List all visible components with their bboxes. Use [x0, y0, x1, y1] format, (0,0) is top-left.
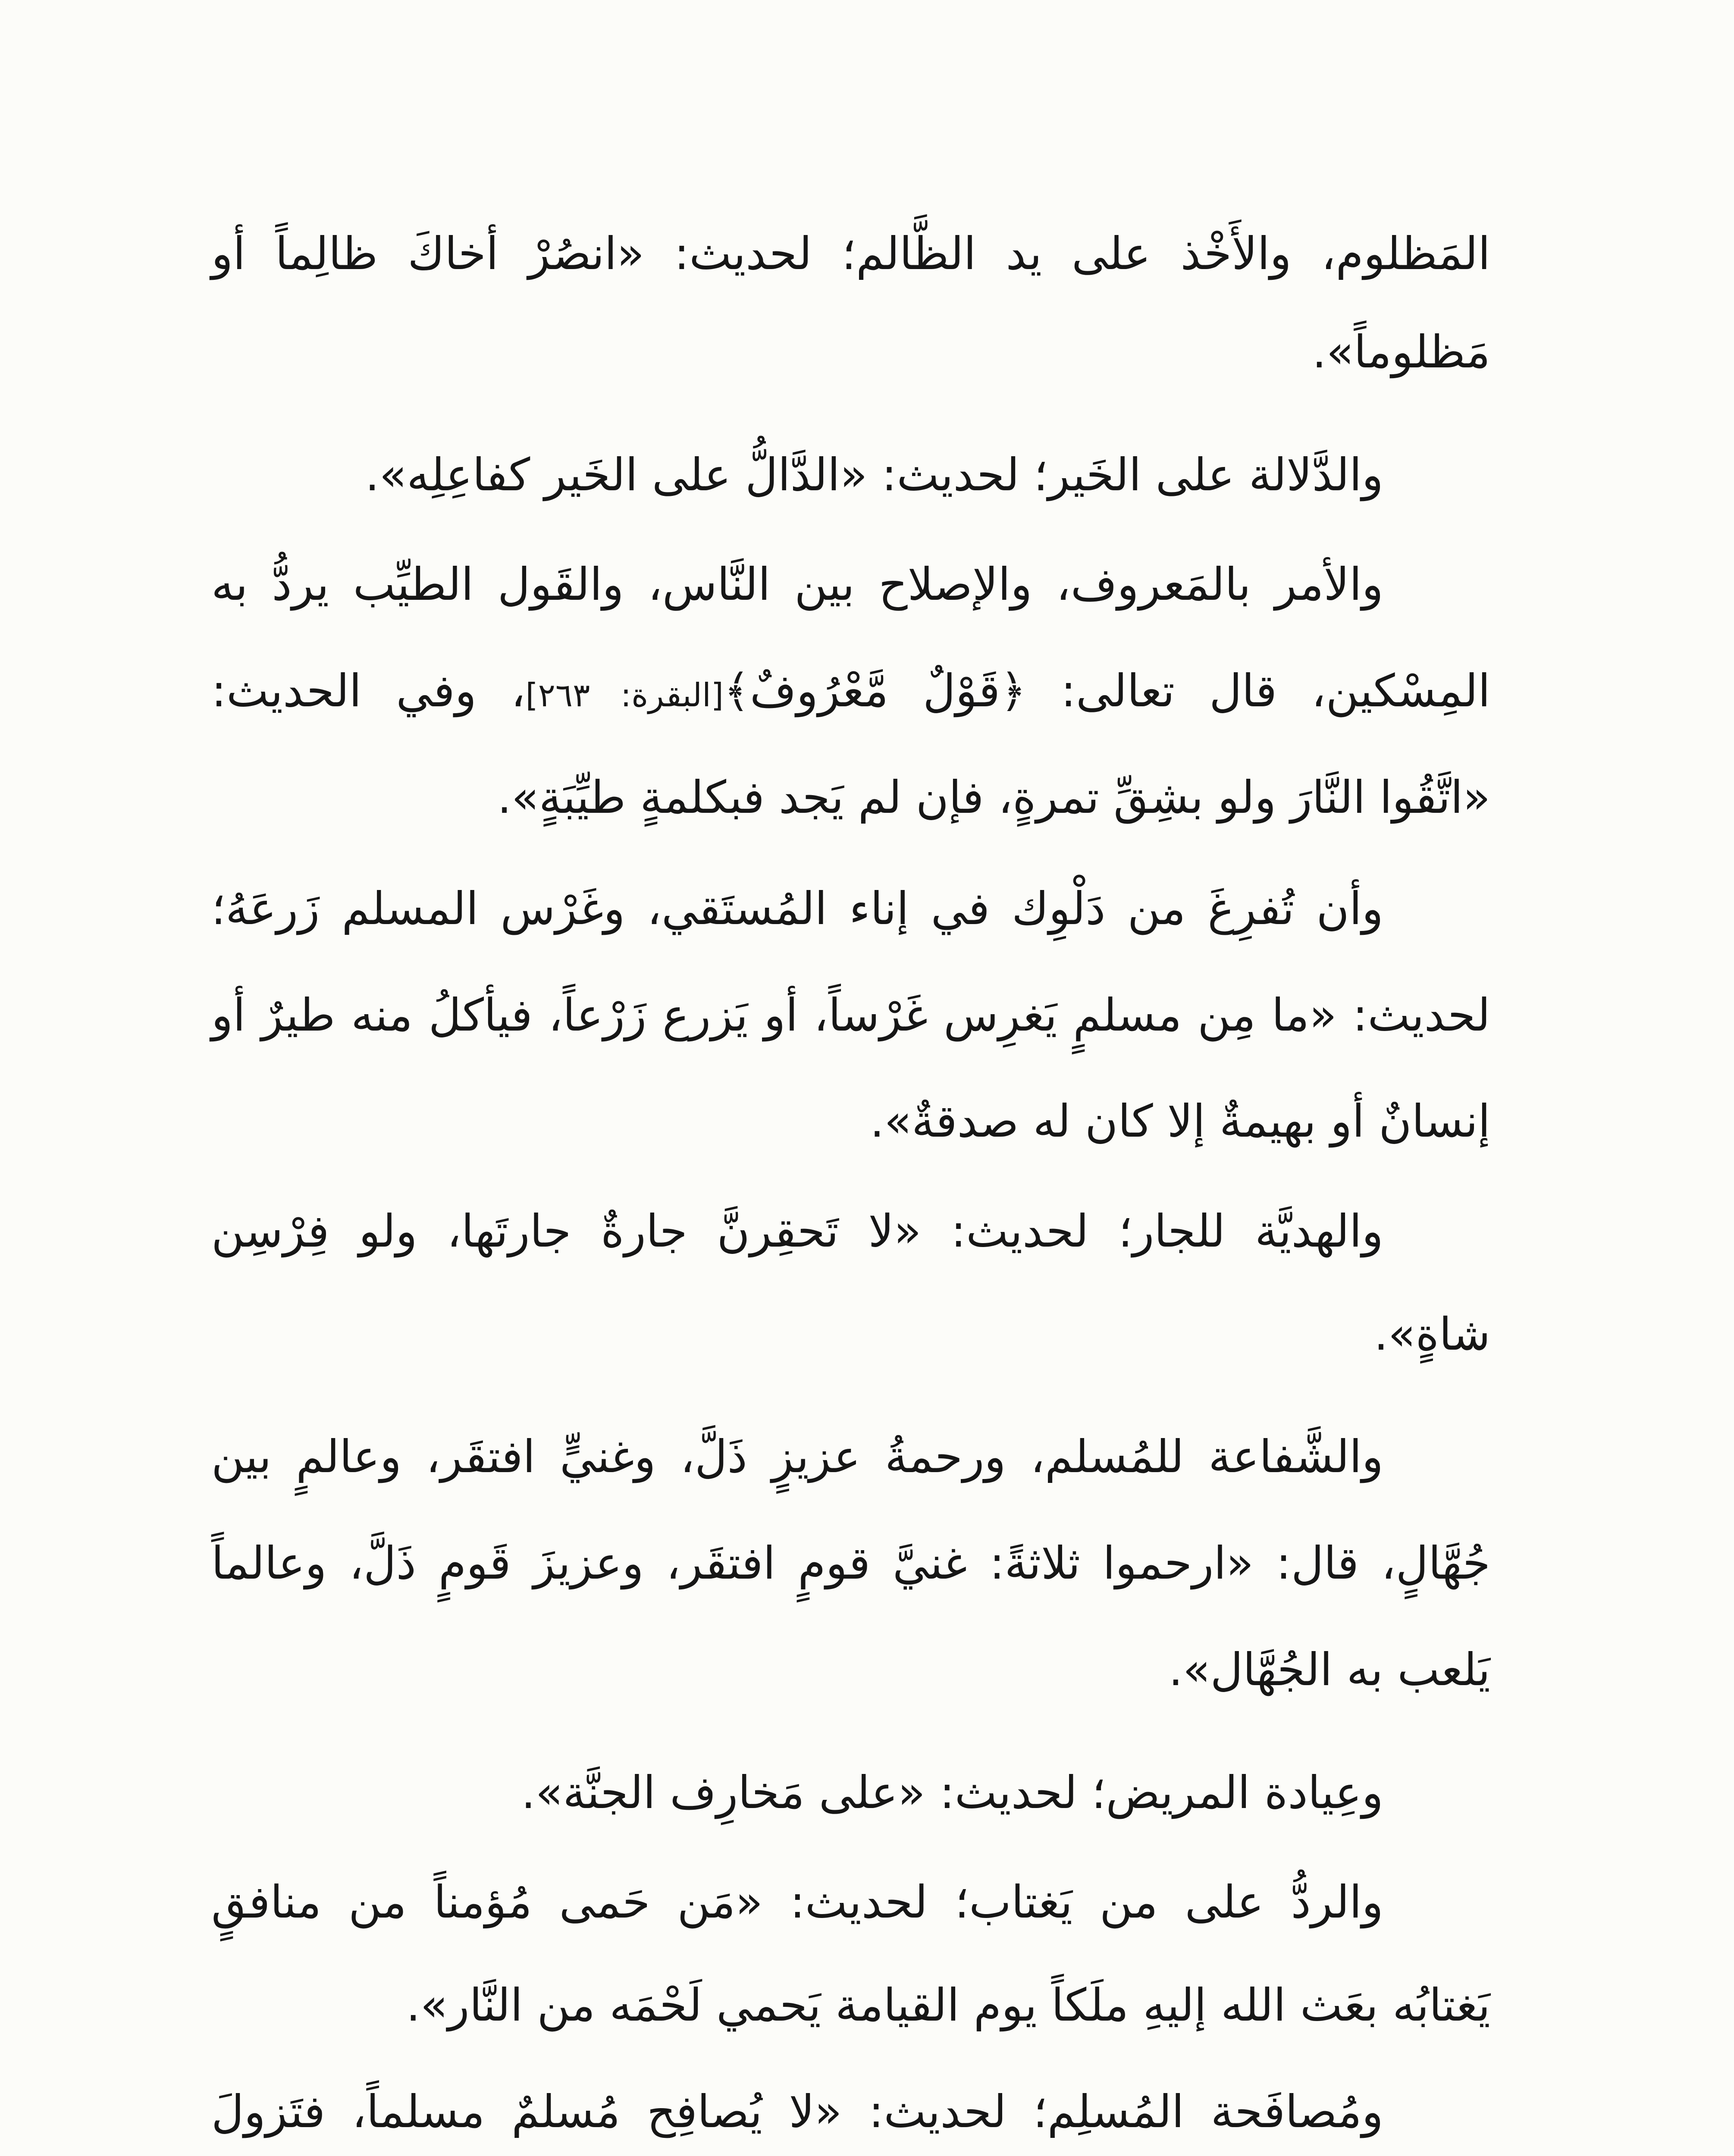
text-line	[211, 541, 1383, 627]
text-line	[211, 1749, 1383, 1836]
text-line	[211, 1520, 1490, 1606]
text-line	[211, 1626, 1490, 1713]
text-line	[211, 1078, 1490, 1164]
line-text-segment: المِسْكين، قال تعالى:	[1060, 664, 1491, 717]
text-line	[211, 648, 1490, 734]
line-text: والردُّ على من يَغتاب؛ لحديث: «مَن حَمى مُؤمناً من منافقٍ	[211, 1876, 1383, 1928]
line-text: وأن تُفرِغَ من دَلْوِك في إناء المُستَقي، وغَرْس المسلم زَرعَهُ؛	[211, 882, 1383, 935]
text-line	[211, 972, 1490, 1058]
text-line	[211, 1291, 1490, 1377]
text-line	[211, 1413, 1383, 1500]
line-text: والشَّفاعة للمُسلم، ورحمةُ عزيزٍ ذَلَّ، وغنيٍّ افتقَر، وعالمٍ بين	[211, 1430, 1383, 1483]
line-text: إنسانٌ أو بهيمةٌ إلا كان له صدقةٌ».	[870, 1095, 1490, 1147]
line-text: وعِيادة المريض؛ لحديث: «على مَخارِف الجنَّة».	[521, 1766, 1383, 1819]
line-text-segment: ، وفي الحديث:	[211, 664, 526, 717]
text-line	[211, 1188, 1383, 1274]
line-text: جُهَّالٍ، قال: «ارحموا ثلاثةً: غنيَّ قومٍ افتقَر، وعزيزَ قَومٍ ذَلَّ، وعالماً	[211, 1537, 1490, 1589]
line-text: والدَّلالة على الخَير؛ لحديث: «الدَّالُّ على الخَير كفاعِلِه».	[365, 448, 1383, 501]
text-line	[211, 309, 1490, 395]
text-line	[211, 1962, 1490, 2048]
line-text	[211, 664, 1490, 717]
line-text: لحديث: «ما مِن مسلمٍ يَغرِس غَرْساً، أو يَزرع زَرْعاً، فيأكلُ منه طيرٌ أو	[211, 989, 1490, 1041]
line-text: والأمر بالمَعروف، والإصلاح بين النَّاس، والقَول الطيِّب يردُّ به	[211, 558, 1383, 611]
line-text: شاةٍ».	[1373, 1308, 1490, 1360]
text-line	[211, 865, 1383, 952]
line-text: والهديَّة للجار؛ لحديث: «لا تَحقِرنَّ جارةٌ جارتَها، ولو فِرْسِن	[211, 1205, 1383, 1257]
line-text: يَلعب به الجُهَّال».	[1168, 1643, 1490, 1696]
text-line	[211, 210, 1490, 297]
verse-reference: [البقرة: ٢٦٣]	[525, 677, 724, 714]
line-text: ومُصافَحة المُسلِم؛ لحديث: «لا يُصافِح مُسلمٌ مسلماً، فتَزولَ	[211, 2085, 1383, 2138]
text-line	[211, 432, 1383, 518]
line-text: مَظلوماً».	[1312, 326, 1490, 378]
text-line	[211, 1859, 1383, 1945]
line-text: المَظلوم، والأَخْذ على يد الظَّالم؛ لحديث: «انصُرْ أخاكَ ظالِماً أو	[211, 227, 1490, 280]
line-text: «اتَّقُوا النَّارَ ولو بشِقِّ تمرةٍ، فإن لم يَجد فبكلمةٍ طيِّبَةٍ».	[497, 771, 1490, 824]
text-line	[211, 2068, 1383, 2155]
text-line	[211, 754, 1490, 840]
quran-verse: ﴿قَوْلٌ مَّعْرُوفٌ﴾	[723, 664, 1027, 717]
line-text: يَغتابُه بعَث الله إليهِ ملَكاً يوم القيامة يَحمي لَحْمَه من النَّار».	[406, 1979, 1490, 2031]
